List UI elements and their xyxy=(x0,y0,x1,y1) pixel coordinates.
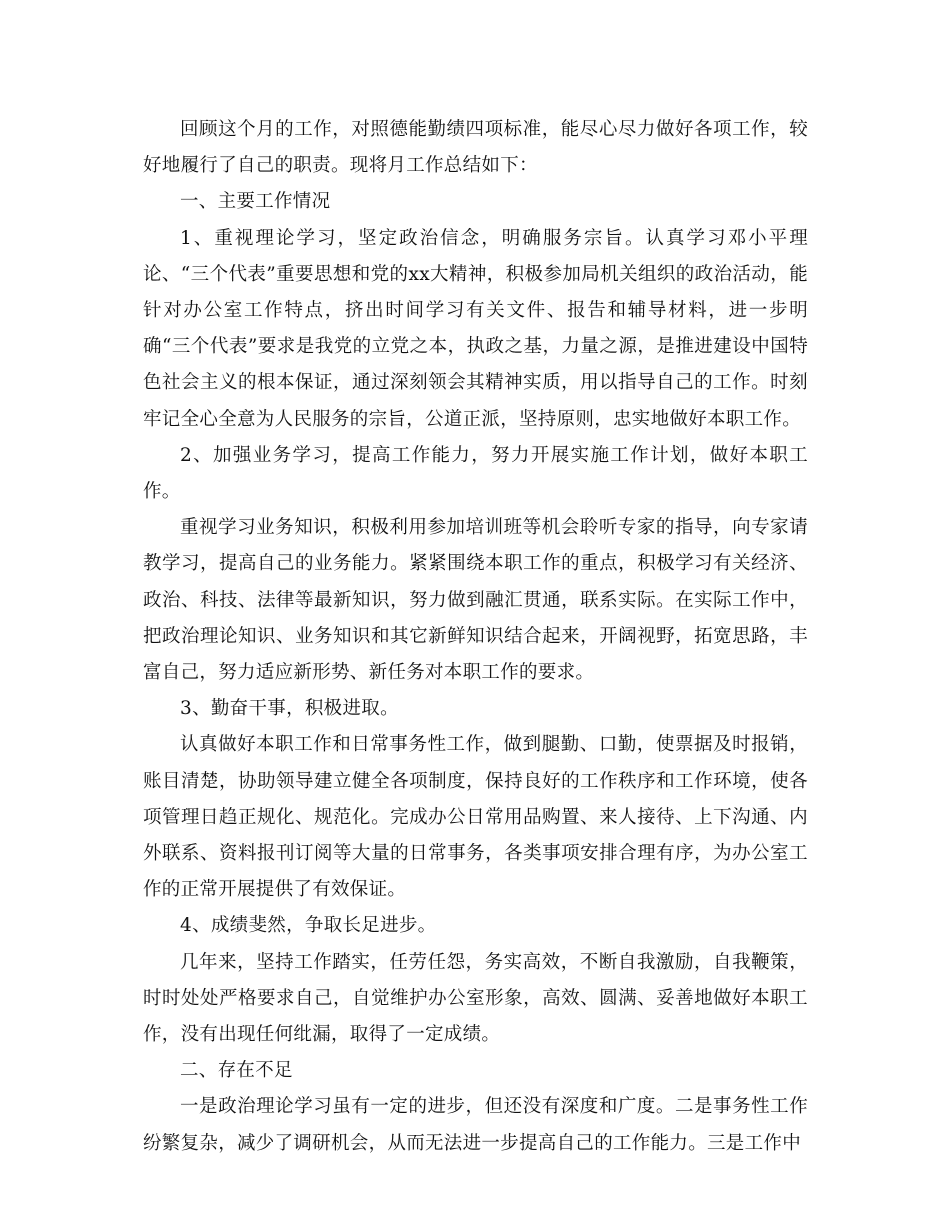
paragraph-shortcomings: 一是政治理论学习虽有一定的进步，但还没有深度和广度。二是事务性工作纷繁复杂，减少了调研机会，从而无法进一步提高自己的工作能力。三是工作中 xyxy=(143,1096,808,1154)
paragraph-business-study: 重视学习业务知识，积极利用参加培训班等机会聆听专家的指导，向专家请教学习，提高自己的业务能力。紧紧围绕本职工作的重点，积极学习有关经济、政治、科技、法律等最新知识，努力做到融汇贯通，联系实际。在实际工作中，把政治理论知识、业务知识和其它新鲜知识结合起来，开阔视野，拓宽思路，丰富自己，努力适应新形势、新任务对本职工作的要求。 xyxy=(143,517,808,684)
heading-main-work: 一、主要工作情况 xyxy=(180,191,331,213)
paragraph-achievements: 几年来，坚持工作踏实，任劳任怨，务实高效，不断自我激励，自我鞭策，时时处处严格要求自己，自觉维护办公室形象，高效、圆满、妥善地做好本职工作，没有出现任何纰漏，取得了一定成绩。 xyxy=(143,951,808,1046)
document-body xyxy=(143,112,808,1162)
heading-business-study: 2、加强业务学习，提高工作能力，努力开展实施工作计划，做好本职工作。 xyxy=(143,444,808,503)
paragraph-intro: 回顾这个月的工作，对照德能勤绩四项标准，能尽心尽力做好各项工作，较好地履行了自己的职责。现将月工作总结如下： xyxy=(143,119,808,177)
heading-achievements: 4、成绩斐然，争取长足进步。 xyxy=(180,915,437,937)
heading-diligence: 3、勤奋干事，积极进取。 xyxy=(180,698,399,720)
paragraph-theory-study: 1、重视理论学习，坚定政治信念，明确服务宗旨。认真学习邓小平理论、“三个代表”重要思想和党的xx大精神，积极参加局机关组织的政治活动，能针对办公室工作特点，挤出时间学习有关文件、报告和辅导材料，进一步明确“三个代表”要求是我党的立党之本，执政之基，力量之源，是推进建设中国特色社会主义的根本保证，通过深刻领会其精神实质，用以指导自己的工作。时刻牢记全心全意为人民服务的宗旨，公道正派，坚持原则，忠实地做好本职工作。 xyxy=(143,227,808,430)
paragraph-diligence: 认真做好本职工作和日常事务性工作，做到腿勤、口勤，使票据及时报销，账目清楚，协助领导建立健全各项制度，保持良好的工作秩序和工作环境，使各项管理日趋正规化、规范化。完成办公日常用品购置、来人接待、上下沟通、内外联系、资料报刊订阅等大量的日常事务，各类事项安排合理有序，为办公室工作的正常开展提供了有效保证。 xyxy=(143,734,808,901)
heading-shortcomings: 二、存在不足 xyxy=(180,1060,293,1082)
